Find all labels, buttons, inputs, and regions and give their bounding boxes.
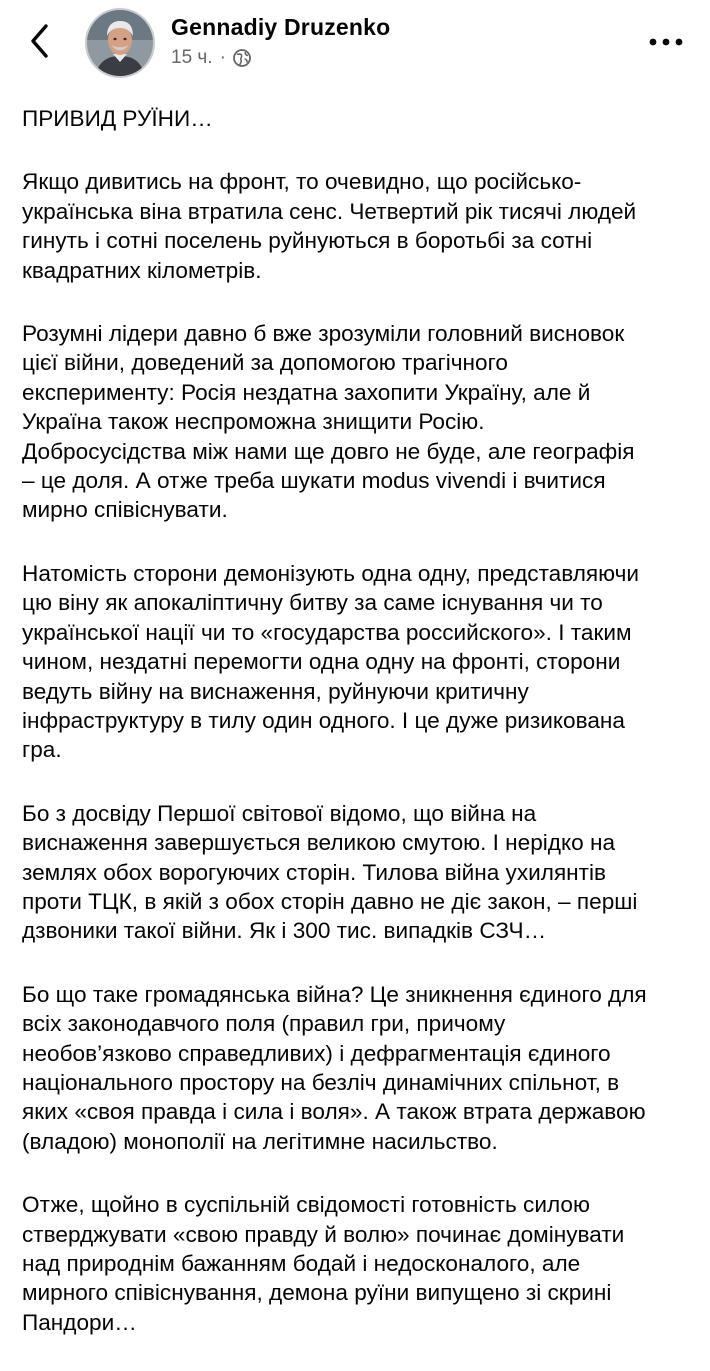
chevron-left-icon [22, 20, 62, 64]
post-meta [171, 46, 252, 70]
text-line: Україна також неспроможна знищити Росію. [22, 409, 485, 435]
text-line: ведуть війну на виснаження, руйнуючи критичну [22, 678, 529, 704]
text-line: яких «своя правда і сила і воля». А також втрата державою [22, 1099, 646, 1125]
post-title: ПРИВИД РУЇНИ… [22, 106, 213, 131]
text-line: національного простору на безліч динамічних спільнот, в [22, 1069, 620, 1095]
avatar[interactable] [85, 8, 155, 78]
post-body [22, 104, 698, 1371]
text-line: необов’язково справедливих) і дефрагментація єдиного [22, 1040, 611, 1066]
text-line: Розумні лідери давно б вже зрозуміли головний висновок [22, 321, 625, 347]
text-line: мирно співіснувати. [22, 497, 228, 523]
text-line: Пандори… [22, 1309, 137, 1335]
post-paragraph [22, 799, 698, 946]
post-header [0, 0, 710, 90]
text-line: квадратних кілометрів. [22, 257, 262, 283]
text-line: Добросусідства між нами ще довго не буде, але географія [22, 438, 635, 464]
text-line: гра. [22, 737, 62, 763]
post-paragraph [22, 1190, 698, 1337]
text-line: цю віну як апокаліптичну битву за саме існування чи то [22, 590, 603, 616]
text-line: експерименту: Росія нездатна захопити Україну, але й [22, 379, 591, 405]
post-paragraph [22, 167, 698, 285]
text-line: виснаження завершується великою смутою. І нерідко на [22, 830, 616, 856]
text-line: Якщо дивитись на фронт, то очевидно, що російсько- [22, 169, 582, 195]
text-line: цієї війни, доведений за допомогою трагічного [22, 350, 508, 376]
text-line: інфраструктуру в тилу один одного. І це дуже ризикована [22, 707, 625, 733]
more-horizontal-icon [644, 28, 688, 56]
author-name[interactable]: Gennadiy Druzenko [171, 14, 391, 40]
text-line: дзвоники такої війни. Як і 300 тис. випадків СЗЧ… [22, 918, 547, 944]
post-paragraph [22, 319, 698, 525]
text-line: – це доля. А отже треба шукати modus vivendi і вчитися [22, 468, 606, 494]
text-line: української нації чи то «государства российского». І таким [22, 619, 632, 645]
avatar-photo [87, 10, 153, 76]
text-line: українська віна втратила сенс. Четвертий рік тисячі людей [22, 198, 637, 224]
text-line: всіх законодавчого поля (правил гри, причому [22, 1011, 506, 1037]
text-line: проти ТЦК, в якій з обох сторін давно не діє закон, – перші [22, 888, 638, 914]
post-paragraph [22, 980, 698, 1156]
post-paragraph [22, 559, 698, 765]
globe-icon [232, 48, 252, 68]
text-line: стверджувати «свою правду й волю» починає домінувати [22, 1221, 625, 1247]
text-line: над природнім бажанням бодай і недосконалого, але [22, 1251, 581, 1276]
text-line: чином, нездатні перемогти одна одну на фронті, сторони [22, 649, 621, 675]
text-line: Бо що таке громадянська війна? Це зникнення єдиного для [22, 981, 647, 1007]
more-options-button[interactable] [644, 28, 688, 56]
post-timestamp[interactable]: 15 ч. [171, 47, 213, 68]
text-line: Отже, щойно в суспільній свідомості готовність силою [22, 1192, 590, 1218]
text-line: мирного співіснування, демона руїни випущено зі скрині [22, 1280, 612, 1306]
text-line: землях обох ворогуючих сторін. Тилова війна ухилянтів [22, 859, 607, 885]
text-line: гинуть і сотні поселень руйнуються в боротьбі за сотні [22, 228, 593, 254]
text-line: (владою) монополії на легітимне насильство. [22, 1128, 498, 1154]
post-paragraph [22, 104, 698, 133]
meta-separator: · [219, 47, 226, 68]
text-line: Бо з досвіду Першої світової відомо, що війна на [22, 800, 537, 826]
back-button[interactable] [22, 20, 62, 64]
text-line: Натомість сторони демонізують одна одну, представляючи [22, 560, 639, 586]
